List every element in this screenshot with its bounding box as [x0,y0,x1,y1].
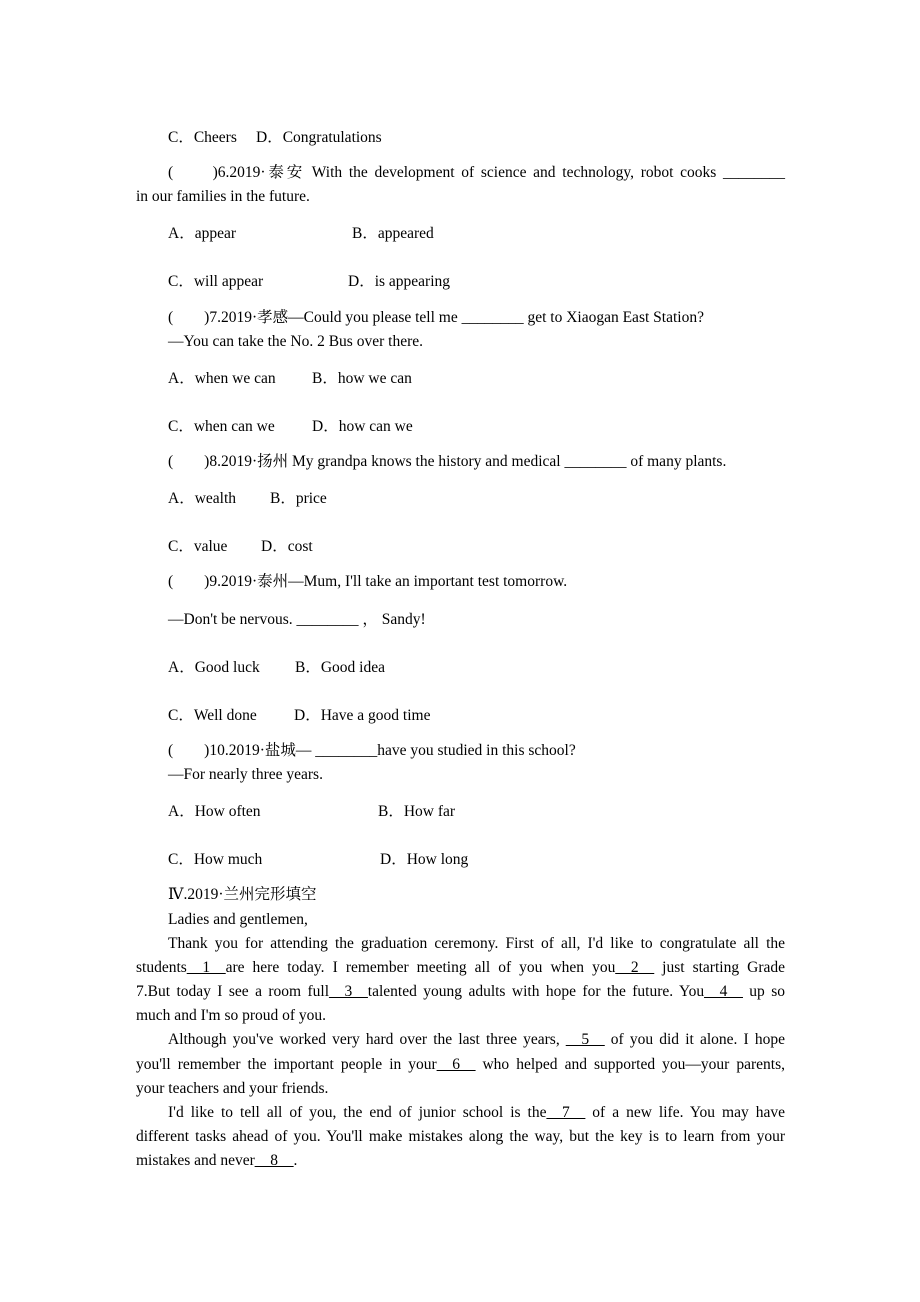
blank-4: __4__ [704,983,743,1000]
q9-stem: ( )9.2019·泰州—Mum, I'll take an important test tomorrow. [168,573,568,590]
q7-answer-line: —You can take the No. 2 Bus over there. [168,333,423,350]
q8-stem: ( )8.2019·扬州 My grandpa knows the history and medical ________ of many plants. [168,453,727,470]
p3-line3 [136,1151,297,1171]
q9-option-b: B．Good idea [295,659,385,676]
blank-2: __2__ [615,959,655,976]
p2-text: who helped and supported you—your parents, [475,1056,785,1073]
p1-line1: Thank you for attending the graduation ceremony. First of all, I'd like to congratulate all the [168,935,785,952]
q7-option-c: C．when can we [168,418,275,435]
q8-option-c: C．value [168,538,228,555]
p1-text: students [136,959,187,976]
q10-option-a: A．How often [168,803,261,820]
p3-line1 [168,1103,785,1123]
p2-text: of you did it alone. I hope [604,1031,785,1048]
q6-stem: ( )6.2019·泰安 With the development of science and technology, robot cooks ________ [168,164,785,181]
blank-1: __1__ [186,959,226,976]
p2-text: you'll remember the important people in your [136,1056,437,1073]
q7-stem: ( )7.2019·孝感—Could you please tell me ________ get to Xiaogan East Station? [168,309,704,326]
p1-text: are here today. I remember meeting all of you when you [225,959,616,976]
q6-option-c: C．will appear [168,273,264,290]
p2-line2 [136,1055,785,1075]
p2-line3: your teachers and your friends. [136,1080,329,1097]
p1-text: just starting Grade [654,959,785,976]
p1-line4: much and I'm so proud of you. [136,1007,327,1024]
q10-option-c: C．How much [168,851,263,868]
q6-option-d: D．is appearing [348,273,451,290]
q10-option-b: B．How far [378,803,456,820]
p2-text: Although you've worked very hard over the last three years, [168,1031,566,1048]
q9-answer-line: —Don't be nervous. ________ ， Sandy! [168,611,426,628]
blank-6: __6__ [436,1056,476,1073]
q6-stem-cont: in our families in the future. [136,188,310,205]
q8-option-b: B．price [270,490,327,507]
q7-option-b: B．how we can [312,370,412,387]
p1-text: talented young adults with hope for the future. You [367,983,705,1000]
q8-option-d: D．cost [261,538,313,555]
q8-option-a: A．wealth [168,490,237,507]
q5-option-d: D．Congratulations [256,129,382,146]
p1-line3 [136,982,785,1002]
p3-text: I'd like to tell all of you, the end of junior school is the [168,1104,547,1121]
p3-text: . [293,1152,298,1169]
q9-option-a: A．Good luck [168,659,260,676]
p3-line2: different tasks ahead of you. You'll make mistakes along the way, but the key is to learn from your [136,1128,785,1145]
p2-line1 [168,1030,785,1050]
q10-stem: ( )10.2019·盐城— ________have you studied in this school? [168,742,576,759]
q6-option-a: A．appear [168,225,236,242]
q10-option-d: D．How long [380,851,469,868]
blank-3: __3__ [329,983,368,1000]
q5-option-c: C．Cheers [168,129,237,146]
blank-8: __8__ [254,1152,294,1169]
blank-5: __5__ [565,1031,605,1048]
p1-text: 7.But today I see a room full [136,983,330,1000]
section-heading: Ⅳ.2019·兰州完形填空 [168,886,317,903]
q7-option-d: D．how can we [312,418,413,435]
q10-answer-line: —For nearly three years. [168,766,323,783]
letter-greeting: Ladies and gentlemen, [168,911,308,928]
blank-7: __7__ [546,1104,586,1121]
p1-text: up so [742,983,785,1000]
q7-option-a: A．when we can [168,370,276,387]
p3-text: mistakes and never [136,1152,255,1169]
q9-option-d: D．Have a good time [294,707,431,724]
p1-line2 [136,958,785,978]
p3-text: of a new life. You may have [585,1104,785,1121]
q9-option-c: C．Well done [168,707,257,724]
q6-option-b: B．appeared [352,225,434,242]
